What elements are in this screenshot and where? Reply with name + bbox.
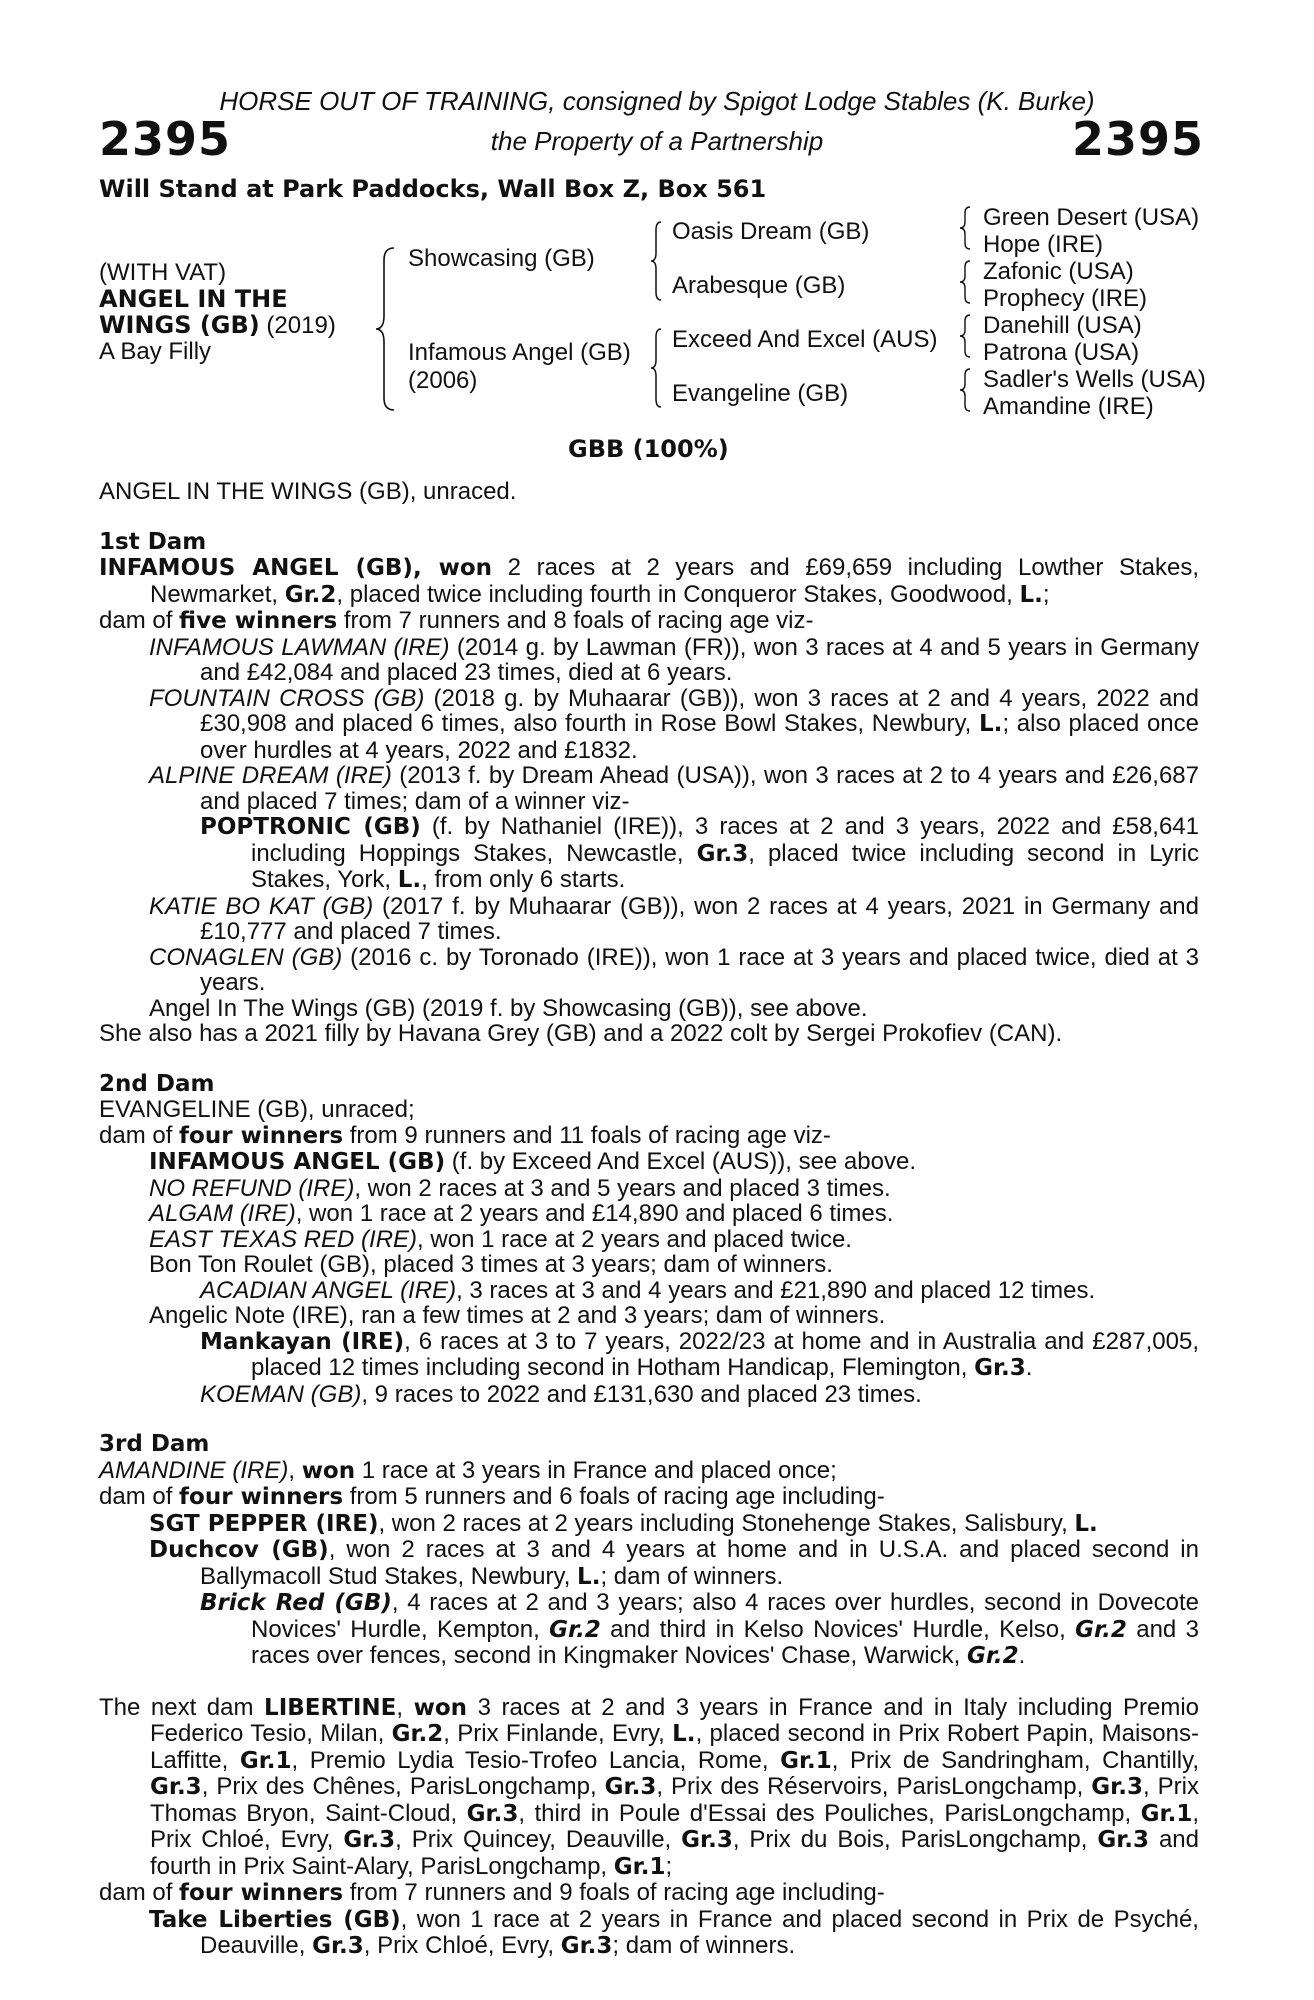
offspring-entry: Bon Ton Roulet (GB), placed 3 times at 3 years; dam of winners. (149, 1251, 833, 1278)
first-dam-heading: 1st Dam (99, 528, 207, 555)
next-dam-section (99, 1695, 1199, 1960)
dam-line2: (2006) (408, 367, 478, 394)
offspring-entry: Angel In The Wings (GB) (2019 f. by Showcasing (GB)), see above. (149, 994, 868, 1022)
dam-line1: Infamous Angel (GB) (408, 339, 631, 366)
first-dam-younger-stock: She also has a 2021 filly by Havana Grey (GB) and a 2022 colt by Sergei Prokofiev (CAN). (99, 1020, 1063, 1047)
sire-sire: Oasis Dream (GB) (672, 218, 870, 245)
consignment-line: HORSE OUT OF TRAINING, consigned by Spigot Lodge Stables (K. Burke) (219, 86, 1095, 116)
granddam-2: Prophecy (IRE) (983, 285, 1148, 312)
gbb-percentage: GBB (100%) (568, 435, 729, 463)
grand-offspring-entry: ACADIAN ANGEL (IRE), 3 races at 3 and 4 years and £21,890 and placed 12 times. (200, 1276, 1096, 1304)
offspring-entry: EAST TEXAS RED (IRE), won 1 race at 2 years and placed twice. (149, 1225, 852, 1253)
dam-dam: Evangeline (GB) (672, 380, 849, 407)
grand-offspring-entry: KOEMAN (GB), 9 races to 2022 and £131,630 and placed 23 times. (200, 1380, 922, 1408)
next-dam-produce-summary: dam of four winners from 7 runners and 9 foals of racing age including- (99, 1879, 885, 1906)
granddam-1: Hope (IRE) (983, 231, 1104, 258)
first-dam-produce-summary: dam of five winners from 7 runners and 8 foals of racing age viz- (99, 607, 814, 634)
sire: Showcasing (GB) (408, 245, 595, 272)
offspring-entry: INFAMOUS LAWMAN (IRE) (2014 g. by Lawman (FR)), won 3 races at 4 and 5 years in Germany and £42,084 and placed 23 times, died at 6 years. (149, 633, 1200, 686)
granddam-4: Amandine (IRE) (983, 393, 1154, 420)
vat-note: (WITH VAT) (99, 259, 227, 286)
second-dam-record: EVANGELINE (GB), unraced; (99, 1096, 415, 1123)
brace-dam (648, 327, 664, 409)
lot-number-right: 2395 (1071, 112, 1204, 166)
offspring-entry: INFAMOUS ANGEL (GB) (f. by Exceed And Excel (AUS)), see above. (149, 1148, 916, 1175)
grandsire-2: Zafonic (USA) (983, 258, 1134, 285)
stand-location: Will Stand at Park Paddocks, Wall Box Z, Box 561 (99, 175, 767, 203)
brace-sire (648, 220, 664, 302)
subject-name-line1: ANGEL IN THE (99, 285, 288, 313)
offspring-entry: KATIE BO KAT (GB) (2017 f. by Muhaarar (GB)), won 2 races at 4 years, 2021 in Germany and £10,777 and placed 7 times. (149, 892, 1199, 945)
second-dam-section (99, 1072, 1199, 1408)
subject-name-line2: WINGS (GB) (2019) (99, 311, 336, 339)
brace-g2 (957, 259, 973, 305)
brace-g1 (957, 205, 973, 251)
offspring-entry: Take Liberties (GB), won 1 race at 2 years in France and placed second in Prix de Psyché, Deauville, Gr.3, Prix Chloé, Evry, Gr.3; dam of winners. (149, 1905, 1199, 1959)
grand-offspring-entry: POPTRONIC (GB) (f. by Nathaniel (IRE)), 3 races at 2 and 3 years, 2022 and £58,641 including Hoppings Stakes, Newcastle, Gr.3, placed twice including second in Lyric Stakes, York, L., from only 6 starts. (200, 813, 1199, 893)
offspring-entry: Duchcov (GB), won 2 races at 3 and 4 years at home and in U.S.A. and placed second in Ballymacoll Stud Stakes, Newbury, L.; dam of winners. (149, 1536, 1199, 1590)
grandsire-4: Sadler's Wells (USA) (983, 366, 1206, 393)
grand-offspring-entry: Mankayan (IRE), 6 races at 3 to 7 years, 2022/23 at home and in Australia and £287,005, placed 12 times including second in Hotham Handicap, Flemington, Gr.3. (200, 1327, 1199, 1381)
offspring-entry: ALGAM (IRE), won 1 race at 2 years and £14,890 and placed 6 times. (149, 1200, 894, 1227)
offspring-entry: CONAGLEN (GB) (2016 c. by Toronado (IRE)), won 1 race at 3 years and placed twice, died at 3 years. (149, 943, 1199, 996)
second-dam-produce-summary: dam of four winners from 9 runners and 11 foals of racing age viz- (99, 1121, 831, 1149)
brace-g3 (957, 313, 973, 359)
property-line: the Property of a Partnership (490, 126, 824, 156)
second-dam-heading: 2nd Dam (99, 1070, 215, 1097)
brace-gen1 (372, 246, 398, 412)
unraced-note: ANGEL IN THE WINGS (GB), unraced. (99, 478, 517, 505)
subject-description: A Bay Filly (99, 338, 212, 365)
third-dam-produce-summary: dam of four winners from 5 runners and 6 foals of racing age including- (99, 1483, 885, 1510)
catalogue-body (99, 479, 1199, 1960)
offspring-entry: Angelic Note (IRE), ran a few times at 2 and 3 years; dam of winners. (149, 1302, 886, 1329)
third-dam-heading: 3rd Dam (99, 1431, 210, 1457)
grandsire-1: Green Desert (USA) (983, 204, 1200, 231)
lot-number-left: 2395 (99, 112, 232, 166)
sire-dam: Arabesque (GB) (672, 272, 846, 299)
offspring-entry: FOUNTAIN CROSS (GB) (2018 g. by Muhaarar (GB)), won 3 races at 2 and 4 years, 2022 and £30,908 and placed 6 times, also fourth in Rose Bowl Stakes, Newbury, L.; also placed once over hurdles at 4 years, 2022 and £1832. (149, 684, 1199, 764)
first-dam-section (99, 530, 1199, 1047)
grand-offspring-entry: Brick Red (GB), 4 races at 2 and 3 years; also 4 races over hurdles, second in Dovecote Novices' Hurdle, Kempton, Gr.2 and third in Kelso Novices' Hurdle, Kelso, Gr.2 and 3 races over fences, second in Kingmaker Novices' Chase, Warwick, Gr.2. (200, 1589, 1199, 1669)
offspring-entry: SGT PEPPER (IRE), won 2 races at 2 years including Stonehenge Stakes, Salisbury, L. (149, 1509, 1098, 1537)
granddam-3: Patrona (USA) (983, 339, 1140, 366)
third-dam-record: AMANDINE (IRE), won 1 race at 3 years in France and placed once; (99, 1456, 837, 1484)
dam-sire: Exceed And Excel (AUS) (672, 326, 938, 353)
third-dam-section (99, 1432, 1199, 1670)
first-dam-record: INFAMOUS ANGEL (GB), won 2 races at 2 years and £69,659 including Lowther Stakes, Newmarket, Gr.2, placed twice including fourth in Conqueror Stakes, Goodwood, L.; (99, 554, 1199, 608)
offspring-entry: ALPINE DREAM (IRE) (2013 f. by Dream Ahead (USA)), won 3 races at 2 to 4 years and £26,687 and placed 7 times; dam of a winner viz- (149, 762, 1199, 815)
grandsire-3: Danehill (USA) (983, 312, 1142, 339)
next-dam-record: The next dam LIBERTINE, won 3 races at 2 and 3 years in France and in Italy including Premio Federico Tesio, Milan, Gr.2, Prix Finlande, Evry, L., placed second in Prix Robert Papin, Maisons-Laffitte, Gr.1, Premio Lydia Tesio-Trofeo Lancia, Rome, Gr.1, Prix de Sandringham, Chantilly, Gr.3, Prix des Chênes, ParisLongchamp, Gr.3, Prix des Réservoirs, ParisLongchamp, Gr.3, Prix Thomas Bryon, Saint-Cloud, Gr.3, third in Poule d'Essai des Pouliches, ParisLongchamp, Gr.1, Prix Chloé, Evry, Gr.3, Prix Quincey, Deauville, Gr.3, Prix du Bois, ParisLongchamp, Gr.3 and fourth in Prix Saint-Alary, ParisLongchamp, Gr.1; (99, 1693, 1199, 1880)
offspring-entry: NO REFUND (IRE), won 2 races at 3 and 5 years and placed 3 times. (149, 1174, 891, 1202)
brace-g4 (957, 367, 973, 413)
